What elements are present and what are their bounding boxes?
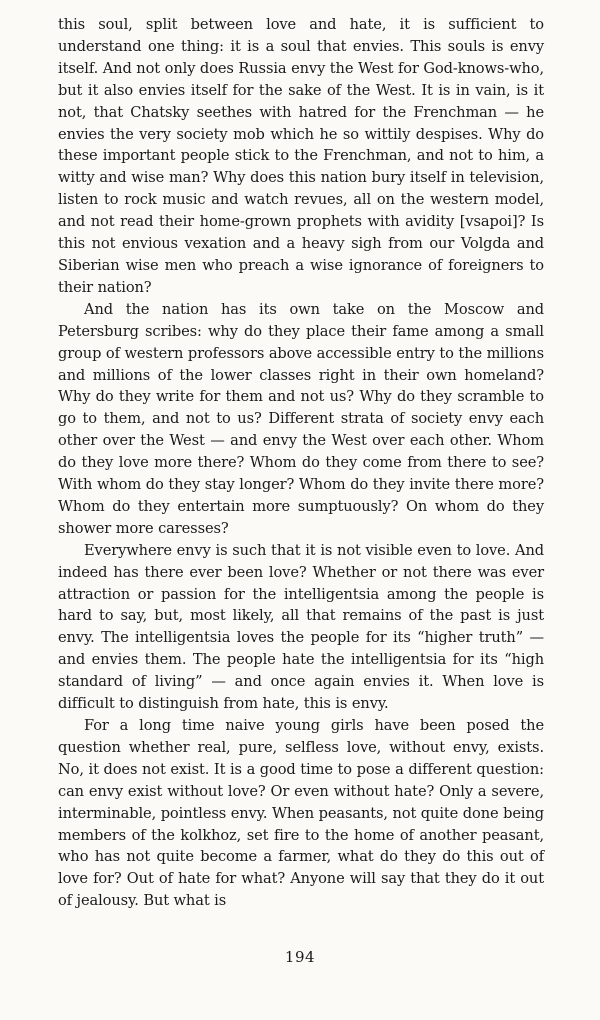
paragraph-2: And the nation has its own take on the Moscow and Petersburg scribes: why do they place their fame among a small group of western professors above accessible entry to the millions and millions of the lower classes right in their own homeland? Why do they write for them and not us? Why do they scramble to go to them, and not to us? Different strata of society envy each other over the West — and envy the West over each other. Whom do they love more there? Whom do they come from there to see? With whom do they stay longer? Whom do they invite there more? Whom do they entertain more sumptuously? On whom do they shower more caresses?	[58, 300, 544, 537]
page-number: 194	[284, 948, 316, 966]
body-text	[58, 14, 544, 912]
paragraph-3: Everywhere envy is such that it is not visible even to love. And indeed has there ever been love? Whether or not there was ever attraction or passion for the intelligentsia among the people is hard to say, but, most likely, all that remains of the past is just envy. The intelligentsia loves the people for its “higher truth” — and envies them. The people hate the intelligentsia for its “high standard of living” — and once again envies it. When love is difficult to distinguish from hate, this is envy.	[58, 541, 544, 713]
paragraph-4: For a long time naive young girls have been posed the question whether real, pure, selfless love, without envy, exists. No, it does not exist. It is a good time to pose a different question: can envy exist without love? Or even without hate? Only a severe, interminable, pointless envy. When peasants, not quite done being members of the kolkhoz, set fire to the home of another peasant, who has not quite become a farmer, what do they do this out of love for? Out of hate for what? Anyone will say that they do it out of jealousy. But what is	[58, 717, 544, 910]
paragraph-1: this soul, split between love and hate, it is sufficient to understand one thing: it is a soul that envies. This souls is envy itself. And not only does Russia envy the West for God-knows-who, but it also envies itself for the sake of the West. It is in vain, is it not, that Chatsky seethes with hatred for the Frenchman — he envies the very society mob which he so wittily despises. Why do these important people stick to the Frenchman, and not to him, a witty and wise man? Why does this nation bury itself in television, listen to rock music and watch revues, all on the western model, and not read their home-grown prophets with avidity [vsapoi]? Is this not envious vexation and a heavy sigh from our Volgda and Siberian wise men who preach a wise ignorance of foreigners to their nation?	[58, 16, 544, 296]
